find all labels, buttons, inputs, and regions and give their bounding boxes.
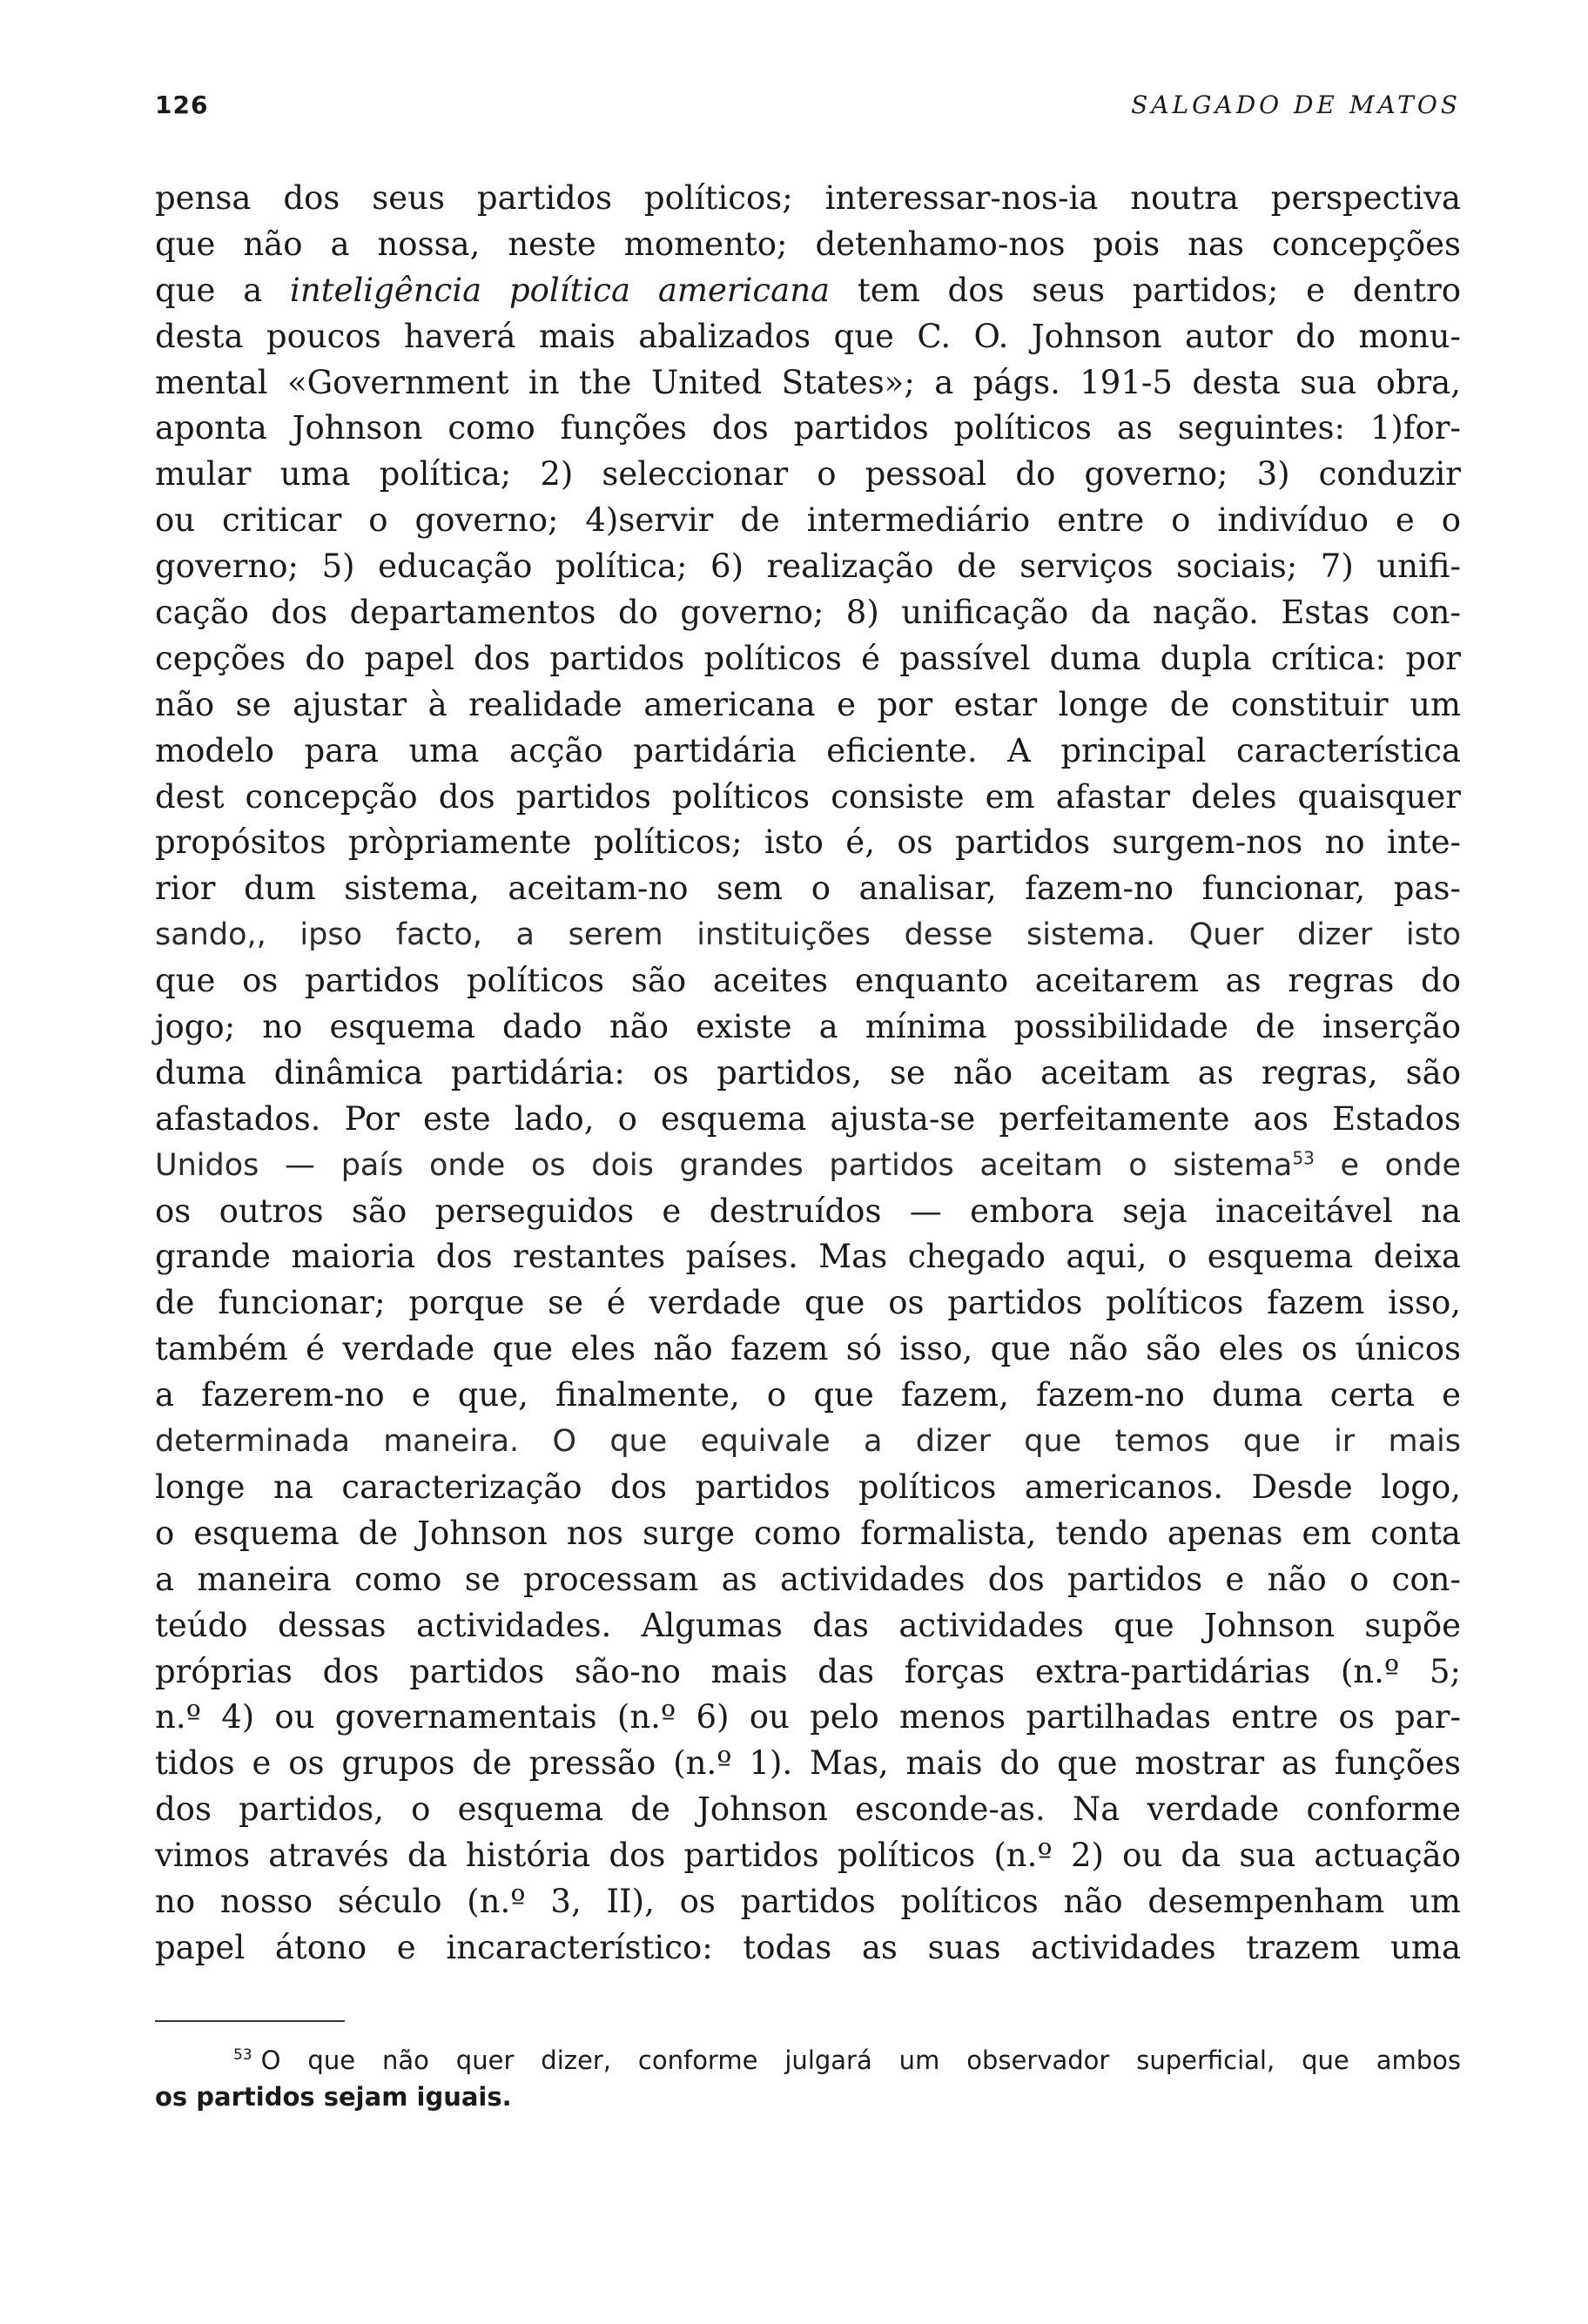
body-line: no nosso século (n.º 3, II), os partidos políticos não desempenham um	[155, 1882, 1461, 1920]
body-line: duma dinâmica partidária: os partidos, se não aceitam as regras, são	[155, 1053, 1461, 1091]
body-line-text: tem dos seus partidos; e dentro	[830, 271, 1461, 309]
body-line: sando,, ipso facto, a serem instituições desse sistema. Quer dizer isto	[155, 917, 1461, 953]
body-line: determinada maneira. O que equivale a dizer que temos que ir mais	[155, 1424, 1461, 1460]
body-line: cação dos departamentos do governo; 8) unificação da nação. Estas con-	[155, 594, 1461, 632]
body-line: propósitos pròpriamente políticos; isto é, os partidos surgem-nos no inte-	[155, 823, 1461, 862]
body-line: não se ajustar à realidade americana e por estar longe de constituir um	[155, 685, 1461, 723]
body-line: mular uma política; 2) seleccionar o pessoal do governo; 3) conduzir	[155, 455, 1461, 494]
page-number: 126	[155, 91, 209, 119]
body-line	[155, 268, 1461, 314]
footnote-divider	[155, 2020, 345, 2022]
body-line: que não a nossa, neste momento; detenhamo-nos pois nas concepções	[155, 225, 1461, 263]
body-line: ou criticar o governo; 4)servir de intermediário entre o indivíduo e o	[155, 501, 1461, 540]
body-line: próprias dos partidos são-no mais das forças extra-partidárias (n.º 5;	[155, 1652, 1461, 1690]
body-line: tidos e os grupos de pressão (n.º 1). Mas, mais do que mostrar as funções	[155, 1744, 1461, 1783]
body-line: dest concepção dos partidos políticos consiste em afastar deles quaisquer	[155, 777, 1461, 816]
body-line: desta poucos haverá mais abalizados que C. O. Johnson autor do monu-	[155, 317, 1461, 355]
body-line: de funcionar; porque se é verdade que os partidos políticos fazem isso,	[155, 1284, 1461, 1322]
body-line: também é verdade que eles não fazem só isso, que não são eles os únicos	[155, 1330, 1461, 1368]
body-line: dos partidos, o esquema de Johnson esconde-as. Na verdade conforme	[155, 1790, 1461, 1829]
body-line: aponta Johnson como funções dos partidos políticos as seguintes: 1)for-	[155, 409, 1461, 447]
footnote-line: os partidos sejam iguais.	[155, 2082, 512, 2112]
footnote-reference[interactable]: 53	[1292, 1147, 1315, 1169]
body-line: mental «Government in the United States»; a págs. 191-5 desta sua obra,	[155, 363, 1461, 401]
body-line-text: que a	[155, 271, 291, 309]
running-title: SALGADO DE MATOS	[1131, 91, 1461, 119]
body-line: os outros são perseguidos e destruídos — embora seja inaceitável na	[155, 1192, 1461, 1230]
body-line	[155, 1143, 1461, 1189]
body-line: a maneira como se processam as actividades dos partidos e não o con-	[155, 1560, 1461, 1598]
footnote-marker: 53	[233, 2046, 252, 2065]
body-line: pensa dos seus partidos políticos; interessar-nos-ia noutra perspectiva	[155, 179, 1461, 217]
body-line: longe na caracterização dos partidos políticos americanos. Desde logo,	[155, 1468, 1461, 1506]
body-line: grande maioria dos restantes países. Mas chegado aqui, o esquema deixa	[155, 1238, 1461, 1276]
body-line: modelo para uma acção partidária eficiente. A principal característica	[155, 731, 1461, 769]
body-line: que os partidos políticos são aceites enquanto aceitarem as regras do	[155, 962, 1461, 1000]
running-head	[155, 91, 1461, 125]
body-line: governo; 5) educação política; 6) realização de serviços sociais; 7) unifi-	[155, 547, 1461, 586]
body-line: jogo; no esquema dado não existe a mínima possibilidade de inserção	[155, 1008, 1461, 1046]
body-line: a fazerem-no e que, finalmente, o que fazem, fazem-no duma certa e	[155, 1376, 1461, 1414]
footnote-line	[155, 2042, 1461, 2079]
footnote-text: O que não quer dizer, conforme julgará um observador superficial, que ambos	[260, 2045, 1461, 2075]
body-line-text: Unidos — país onde os dois grandes partidos aceitam o sistema	[155, 1147, 1293, 1183]
footnote	[155, 2042, 1461, 2115]
body-line-text: e onde	[1314, 1147, 1462, 1183]
body-line: vimos através da história dos partidos políticos (n.º 2) ou da sua actuação	[155, 1837, 1461, 1875]
body-line: cepções do papel dos partidos políticos é passível duma dupla crítica: por	[155, 639, 1461, 677]
body-text	[155, 176, 1461, 1971]
italic-phrase: inteligência política americana	[290, 271, 831, 309]
body-line: o esquema de Johnson nos surge como formalista, tendo apenas em conta	[155, 1514, 1461, 1552]
body-line: teúdo dessas actividades. Algumas das actividades que Johnson supõe	[155, 1606, 1461, 1644]
body-line: rior dum sistema, aceitam-no sem o analisar, fazem-no funcionar, pas-	[155, 870, 1461, 908]
body-line: n.º 4) ou governamentais (n.º 6) ou pelo menos partilhadas entre os par-	[155, 1698, 1461, 1736]
body-line: afastados. Por este lado, o esquema ajusta-se perfeitamente aos Estados	[155, 1099, 1461, 1138]
body-line: papel átono e incaracterístico: todas as suas actividades trazem uma	[155, 1928, 1461, 1966]
